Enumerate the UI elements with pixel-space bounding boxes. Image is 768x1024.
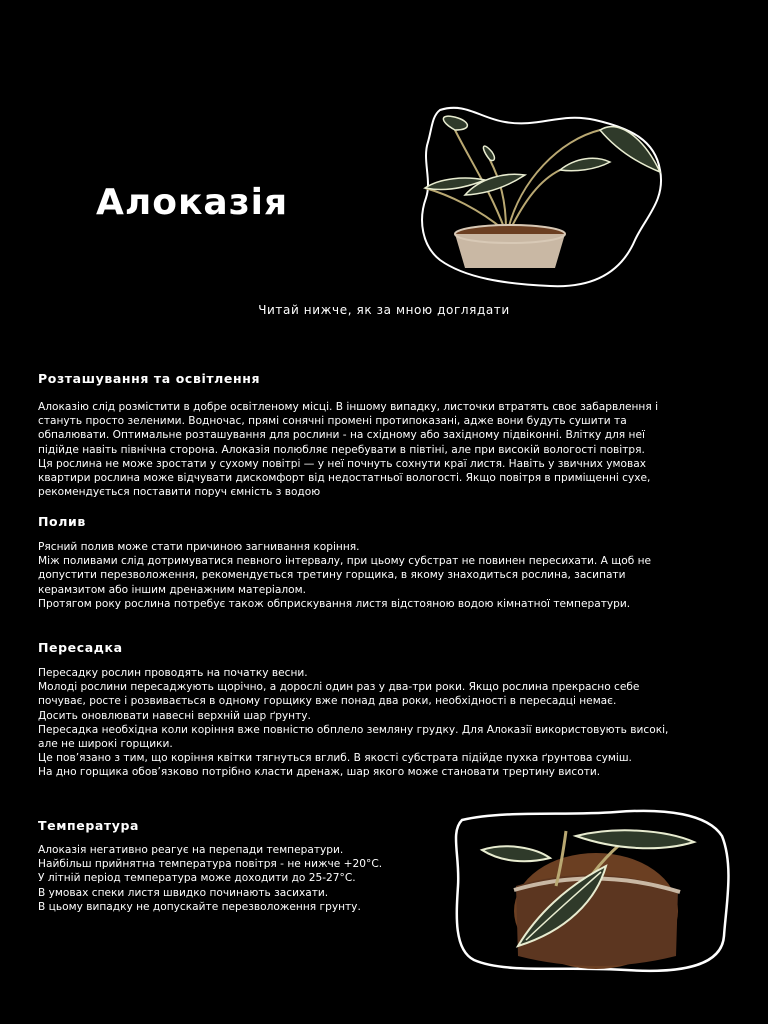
text-line: В цьому випадку не допускайте перезволоження грунту. <box>38 900 361 913</box>
text-line: але не широкі горщики. <box>38 738 173 751</box>
text-line: Найбільш прийнятна температура повітря - не нижче +20°С. <box>38 858 383 871</box>
section-title-watering: Полив <box>38 514 86 529</box>
text-line: Пересадку рослин проводять на початку весни. <box>38 667 308 679</box>
text-line: Досить оновлювати навесні верхній шар ґрунту. <box>38 709 311 722</box>
text-line: На дно горщика обов’язково потрібно класти дренаж, шар якого може становати трертину висоти. <box>38 766 601 779</box>
text-line: Ця рослина не може зростати у сухому повітрі — у неї почнуть сохнути краї листя. Навіть у звичних умовах <box>38 457 646 470</box>
text-line: В умовах спеки листя швидко починають засихати. <box>38 886 329 899</box>
section-body-watering <box>38 540 740 611</box>
text-line: Пересадка необхідна коли коріння вже повністю обплело земляну грудку. Для Алоказії використовують високі, <box>38 723 669 736</box>
section-body-temperature <box>38 843 438 914</box>
page-title: Алоказія <box>96 182 289 223</box>
section-body-transplant <box>38 666 740 780</box>
text-line: почуває, росте і розвивається в одному горщику вже понад два роки, необхідності в пересадці немає. <box>38 695 617 708</box>
alocasia-plant-image <box>410 100 685 290</box>
section-title-temperature: Температура <box>38 818 140 833</box>
text-line: Молоді рослини пересаджують щорічно, а дорослі один раз у два-три роки. Якщо рослина прекрасно себе <box>38 681 640 694</box>
text-line: допустити перезволоження, рекомендується третину горщика, в якому знаходиться рослина, засипати <box>38 569 626 582</box>
page-subtitle: Читай нижче, як за мною доглядати <box>258 303 510 317</box>
text-line: обпалювати. Оптимальне розташування для рослини - на східному або західному підвіконні. Влітку для неї <box>38 429 645 442</box>
text-line: керамзитом або іншим дренажним матеріалом. <box>38 583 306 596</box>
text-line: Протягом року рослина потребує також обприскування листя відстояною водою кімнатної температури. <box>38 597 631 610</box>
text-line: рекомендується поставити поруч ємність з водою <box>38 486 321 499</box>
text-line: Рясний полив може стати причиною загнивання коріння. <box>38 541 360 553</box>
text-line: Алоказія негативно реагує на перепади температури. <box>38 844 344 856</box>
text-line: Алоказію слід розмістити в добре освітленому місці. В іншому випадку, листочки втратять своє забарвлення і <box>38 401 659 413</box>
text-line: стануть просто зеленими. Водночас, прямі сонячні промені протипоказані, адже вони будуть сушити та <box>38 415 627 428</box>
text-line: Це пов’язано з тим, що коріння квітки тягнуться вглиб. В якості субстрата підійде пухка ґрунтова суміш. <box>38 752 632 765</box>
text-line: Між поливами слід дотримуватися певного інтервалу, при цьому субстрат не повинен пересихати. А щоб не <box>38 555 652 568</box>
text-line: квартири рослина може відчувати дискомфорт від недостатньої вологості. Якщо повітря в приміщенні сухе, <box>38 472 651 485</box>
section-body-location <box>38 400 740 499</box>
text-line: підійде навіть північна сторона. Алоказія полюбляє перебувати в півтіні, але при високій вологості повітря. <box>38 443 645 456</box>
text-line: У літній період температура може доходити до 25-27°С. <box>38 872 356 885</box>
alocasia-closeup-image <box>446 806 736 976</box>
section-title-transplant: Пересадка <box>38 640 123 655</box>
section-title-location: Розташування та освітлення <box>38 371 261 386</box>
